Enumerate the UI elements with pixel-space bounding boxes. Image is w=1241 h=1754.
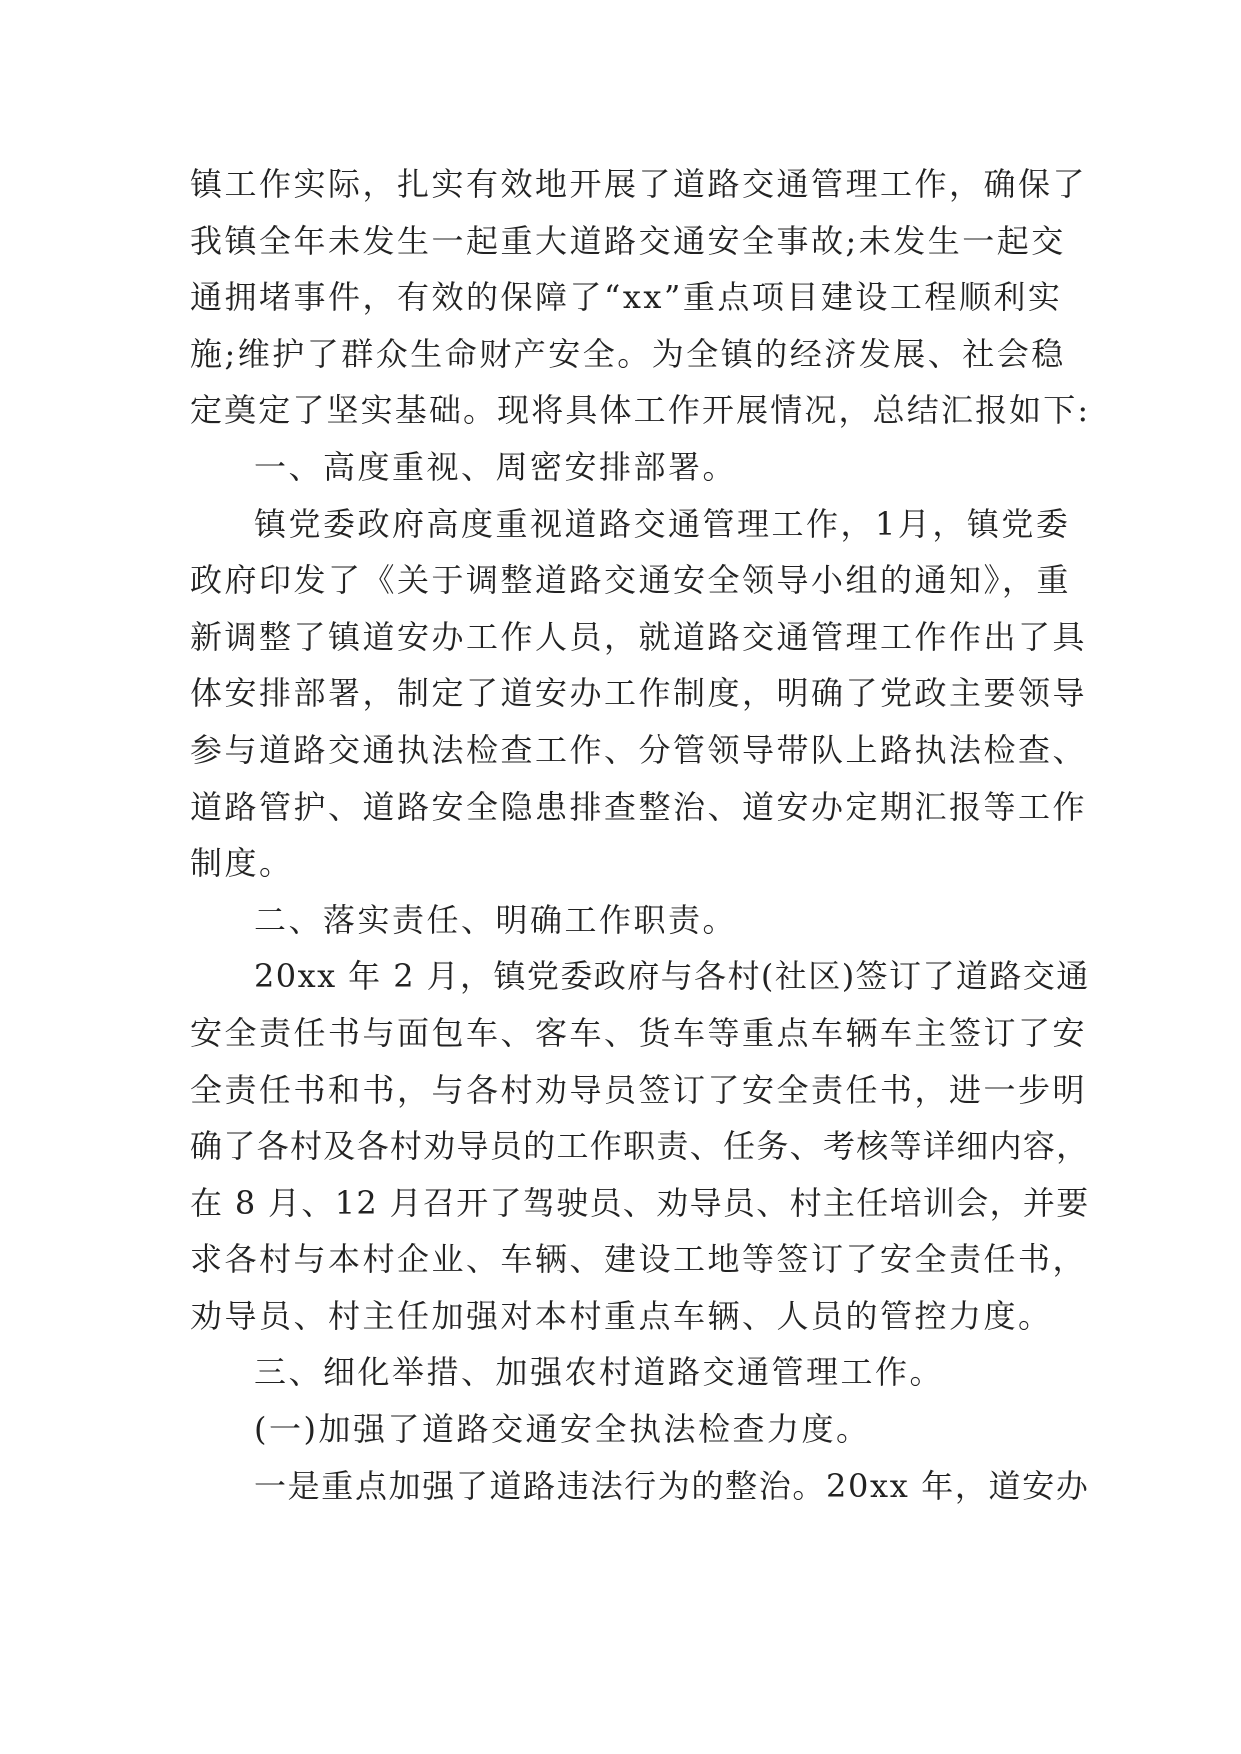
text-line: 制度。 [190, 844, 294, 883]
paragraph-first-line: 三、细化举措、加强农村道路交通管理工作。 [254, 1353, 945, 1392]
paragraph-first-line: 一、高度重视、周密安排部署。 [254, 447, 738, 486]
paragraph-first-line: (一)加强了道路交通安全执法检查力度。 [254, 1410, 871, 1449]
paragraph-first-line: 镇党委政府高度重视道路交通管理工作，1月，镇党委 [254, 504, 1071, 543]
text-line: 劝导员、村主任加强对本村重点车辆、人员的管控力度。 [190, 1296, 1053, 1335]
text-line: 施;维护了群众生命财产安全。为全镇的经济发展、社会稳 [190, 334, 1066, 373]
text-line: 确了各村及各村劝导员的工作职责、任务、考核等详细内容， [190, 1127, 1090, 1166]
text-line: 通拥堵事件，有效的保障了“xx”重点项目建设工程顺利实 [190, 278, 1063, 317]
text-line: 安全责任书与面包车、客车、货车等重点车辆车主签订了安 [190, 1013, 1088, 1052]
paragraph-first-line: 20xx 年 2 月，镇党委政府与各村(社区)签订了道路交通 [254, 957, 1090, 996]
text-line: 政府印发了《关于调整道路交通安全领导小组的通知》，重 [190, 561, 1072, 600]
text-line: 在 8 月、12 月召开了驾驶员、劝导员、村主任培训会，并要 [190, 1183, 1090, 1222]
text-line: 我镇全年未发生一起重大道路交通安全事故;未发生一起交 [190, 221, 1066, 260]
text-line: 体安排部署，制定了道安办工作制度，明确了党政主要领导 [190, 674, 1088, 713]
text-line: 参与道路交通执法检查工作、分管领导带队上路执法检查、 [190, 730, 1088, 769]
text-line: 新调整了镇道安办工作人员，就道路交通管理工作作出了具 [190, 617, 1088, 656]
text-line: 道路管护、道路安全隐患排查整治、道安办定期汇报等工作 [190, 787, 1088, 826]
text-line: 求各村与本村企业、车辆、建设工地等签订了安全责任书， [190, 1240, 1088, 1279]
paragraph-first-line: 二、落实责任、明确工作职责。 [254, 900, 738, 939]
text-line: 全责任书和书，与各村劝导员签订了安全责任书，进一步明 [190, 1070, 1088, 1109]
document-body [190, 156, 1091, 1514]
text-line: 定奠定了坚实基础。现将具体工作开展情况，总结汇报如下: [190, 391, 1091, 430]
paragraph-first-line: 一是重点加强了道路违法行为的整治。20xx 年，道安办 [254, 1466, 1090, 1505]
text-line: 镇工作实际，扎实有效地开展了道路交通管理工作，确保了 [190, 165, 1088, 203]
